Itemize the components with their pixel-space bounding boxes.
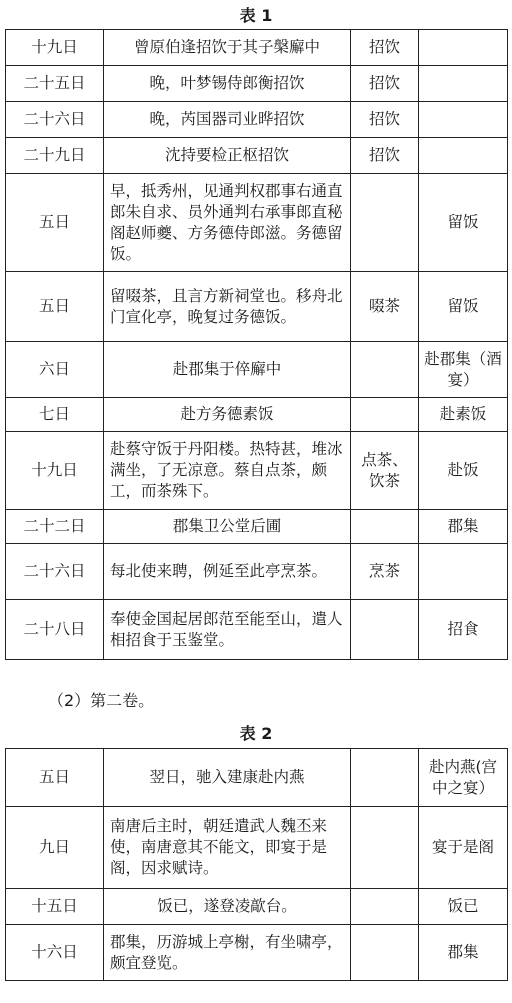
text-cell: 南唐后主时，朝廷遣武人魏丕来使，南唐意其不能文，即宴于是阁，因求赋诗。 [104,807,351,889]
tea-cell [351,889,419,925]
tea-cell: 招饮 [351,66,419,102]
table-row [6,66,508,102]
meal-cell: 郡集 [419,510,508,544]
text-cell: 留啜茶，且言方新祠堂也。移舟北门宣化亭，晚复过务德饭。 [104,272,351,342]
meal-cell: 饭已 [419,889,508,925]
date-cell: 二十五日 [6,66,104,102]
table-row [6,749,508,807]
table-row [6,30,508,66]
meal-cell: 留饭 [419,174,508,272]
table2-caption: 表 2 [239,724,273,743]
table-row [6,174,508,272]
tea-cell: 烹茶 [351,544,419,600]
date-cell: 二十九日 [6,138,104,174]
meal-cell: 赴郡集（酒宴） [419,342,508,398]
text-cell: 曾原伯逢招饮于其子槃廨中 [104,30,351,66]
text-cell: 早，抵秀州，见通判权郡事右通直郎朱自求、员外通判右承事郎直秘阁赵师夔、方务德侍郎滋。务德留饭。 [104,174,351,272]
text-cell: 饭已，遂登凌歊台。 [104,889,351,925]
table1-caption: 表 1 [239,6,273,25]
section-heading: （2）第二卷。 [48,691,155,710]
date-cell: 五日 [6,749,104,807]
tea-cell [351,342,419,398]
meal-cell [419,30,508,66]
table-row [6,138,508,174]
date-cell: 九日 [6,807,104,889]
text-cell: 每北使来聘，例延至此亭烹茶。 [104,544,351,600]
date-cell: 六日 [6,342,104,398]
date-cell: 十五日 [6,889,104,925]
date-cell: 五日 [6,174,104,272]
table-row [6,925,508,981]
text-cell: 郡集，历游城上亭榭，有坐啸亭，颇宜登览。 [104,925,351,981]
text-cell: 郡集卫公堂后圃 [104,510,351,544]
table-row [6,600,508,660]
meal-cell: 赴素饭 [419,398,508,432]
date-cell: 二十六日 [6,544,104,600]
tea-cell [351,600,419,660]
table-row [6,398,508,432]
date-cell: 五日 [6,272,104,342]
meal-cell: 赴饭 [419,432,508,510]
tea-cell [351,174,419,272]
text-cell: 赴方务德素饭 [104,398,351,432]
tea-cell [351,807,419,889]
meal-cell: 赴内燕(宫中之宴） [419,749,508,807]
text-cell: 赴蔡守饭于丹阳楼。热特甚，堆冰满坐，了无凉意。蔡自点茶，颇工，而茶殊下。 [104,432,351,510]
table-row [6,432,508,510]
meal-cell [419,544,508,600]
text-cell: 奉使金国起居郎范至能至山，遣人相招食于玉鉴堂。 [104,600,351,660]
date-cell: 十九日 [6,432,104,510]
tea-cell: 招饮 [351,30,419,66]
text-cell: 翌日，驰入建康赴内燕 [104,749,351,807]
table1 [5,29,508,660]
tea-cell: 啜茶 [351,272,419,342]
table2 [5,748,508,981]
date-cell: 十九日 [6,30,104,66]
table-row [6,544,508,600]
date-cell: 二十八日 [6,600,104,660]
meal-cell: 郡集 [419,925,508,981]
text-cell: 赴郡集于倅廨中 [104,342,351,398]
tea-cell: 招饮 [351,138,419,174]
table-row [6,342,508,398]
table-row [6,102,508,138]
text-cell: 晚，芮国器司业晔招饮 [104,102,351,138]
table-row [6,889,508,925]
tea-cell [351,510,419,544]
date-cell: 二十二日 [6,510,104,544]
tea-cell: 招饮 [351,102,419,138]
meal-cell: 招食 [419,600,508,660]
meal-cell: 宴于是阁 [419,807,508,889]
date-cell: 七日 [6,398,104,432]
tea-cell [351,925,419,981]
table-row [6,272,508,342]
text-cell: 沈持要检正枢招饮 [104,138,351,174]
date-cell: 十六日 [6,925,104,981]
meal-cell [419,66,508,102]
table-row [6,510,508,544]
tea-cell: 点茶、饮茶 [351,432,419,510]
meal-cell [419,138,508,174]
tea-cell [351,398,419,432]
meal-cell [419,102,508,138]
date-cell: 二十六日 [6,102,104,138]
meal-cell: 留饭 [419,272,508,342]
text-cell: 晚，叶梦锡侍郎衡招饮 [104,66,351,102]
table-row [6,807,508,889]
tea-cell [351,749,419,807]
